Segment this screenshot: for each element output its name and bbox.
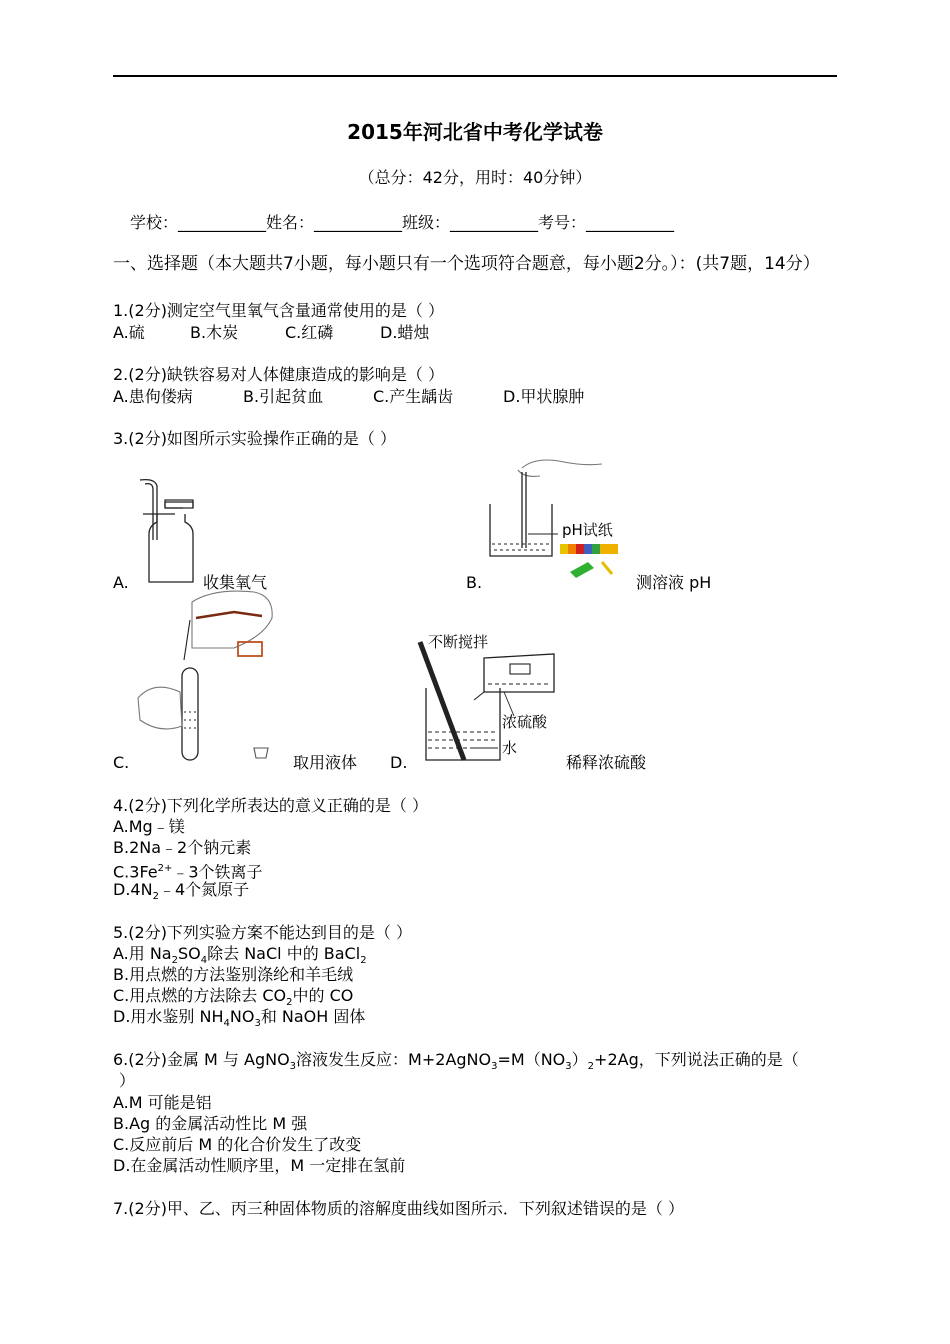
question-1-option-d: D.蜡烛	[380, 323, 430, 342]
question-2-option-d: D.甲状腺肿	[503, 387, 585, 406]
question-5-stem: 5.(2分)下列实验方案不能达到目的是（ ）	[113, 923, 413, 942]
question-6-option-d: D.在金属活动性顺序里，M 一定排在氢前	[113, 1156, 406, 1175]
question-3-option-a-letter: A.	[113, 573, 129, 592]
student-info-line: 学校：___________姓名：___________班级：___________考号：___________	[130, 213, 675, 232]
question-4-option-c: $C.3Fe^{2+}﹣3$个铁离子	[113, 862, 263, 882]
figure-d-dilute-acid	[414, 640, 564, 768]
question-4-option-b: B.2Na﹣2个钠元素	[113, 838, 252, 857]
question-3-option-c-letter: C.	[113, 753, 130, 772]
question-5-option-c: C.用点燃的方法除去 $CO_2$中的 CO	[113, 986, 354, 1009]
question-3-stem: 3.(2分)如图所示实验操作正确的是（ ）	[113, 429, 397, 448]
question-2-option-a: A.患佝偻病	[113, 387, 193, 406]
question-3-option-b-letter: B.	[466, 573, 483, 592]
question-6-option-a: A.M 可能是铝	[113, 1093, 212, 1112]
question-3-option-d-letter: D.	[390, 753, 408, 772]
question-3-option-c-caption: 取用液体	[293, 753, 358, 772]
question-1-option-a: A.硫	[113, 323, 145, 342]
figure-d-label-water: 水	[502, 739, 518, 757]
exam-subtitle: （总分：42分，用时：40分钟）	[358, 168, 592, 187]
question-4-option-a: A.Mg﹣镁	[113, 817, 185, 836]
figure-d-label-stir: 不断搅拌	[428, 633, 489, 651]
question-6-stem-end: ）	[119, 1071, 136, 1090]
question-2-stem: 2.(2分)缺铁容易对人体健康造成的影响是（ ）	[113, 365, 445, 384]
question-5-option-a: A.用 $Na_2SO_4$除去 NaCl 中的 BaCl$_2$	[113, 944, 367, 967]
top-rule	[113, 75, 837, 77]
question-5-option-b: B.用点燃的方法鉴别涤纶和羊毛绒	[113, 965, 354, 984]
question-1-stem: 1.(2分)测定空气里氧气含量通常使用的是（ ）	[113, 301, 445, 320]
question-3-option-a-caption: 收集氧气	[203, 573, 268, 592]
figure-b-label-ph-paper: pH试纸	[562, 521, 613, 539]
question-5-option-d: D.用水鉴别 $NH_4NO_3$和 NaOH 固体	[113, 1007, 366, 1030]
question-6-option-c: C.反应前后 M 的化合价发生了改变	[113, 1135, 362, 1154]
question-3-option-d-caption: 稀释浓硫酸	[566, 753, 647, 772]
section-heading: 一、选择题（本大题共7小题，每小题只有一个选项符合题意，每小题2分。）：(共7题，14分）	[113, 254, 820, 274]
question-6-option-b: B.Ag 的金属活动性比 M 强	[113, 1114, 308, 1133]
question-2-option-b: B.引起贫血	[243, 387, 324, 406]
question-1-option-b: B.木炭	[190, 323, 239, 342]
exam-title: 2015年河北省中考化学试卷	[347, 120, 603, 144]
question-3-option-b-caption: 测溶液 pH	[636, 573, 712, 592]
question-6-stem: 6.(2分)金属 M 与 AgNO$_3$溶液发生反应：$M+2AgNO_3=M(NO_3)_2+2Ag$，下列说法正确的是（	[113, 1050, 799, 1073]
question-1-option-c: C.红磷	[285, 323, 334, 342]
figure-d-label-acid: 浓硫酸	[502, 713, 548, 731]
question-4-stem: 4.(2分)下列化学所表达的意义正确的是（ ）	[113, 796, 429, 815]
question-4-option-d: $D.4N_2﹣4$个氮原子	[113, 880, 250, 903]
figure-c-pour-liquid	[134, 588, 284, 768]
question-2-option-c: C.产生龋齿	[373, 387, 454, 406]
question-7-stem: 7.(2分)甲、乙、丙三种固体物质的溶解度曲线如图所示．下列叙述错误的是（ ）	[113, 1199, 685, 1218]
figure-a-gas-bottle	[135, 478, 200, 586]
